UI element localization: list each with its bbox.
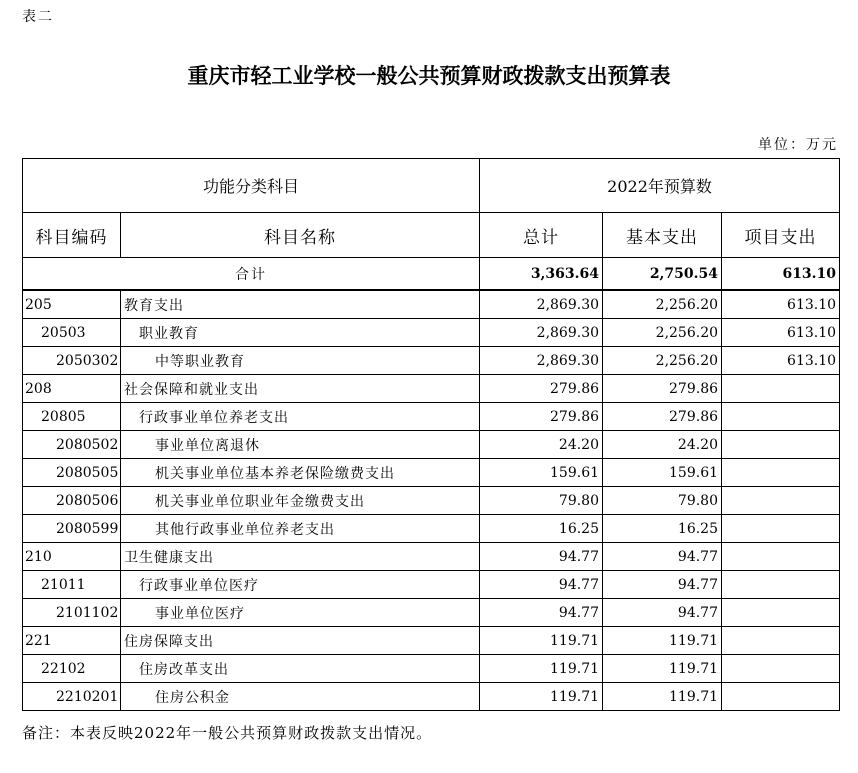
row-name: 事业单位医疗 (121, 599, 480, 627)
row-basic: 2,256.20 (603, 290, 722, 319)
table-row (23, 290, 840, 319)
page-title: 重庆市轻工业学校一般公共预算财政拨款支出预算表 (187, 63, 671, 88)
header-category: 功能分类科目 (23, 159, 480, 213)
row-basic: 24.20 (603, 431, 722, 459)
row-project (722, 515, 840, 543)
row-total: 159.61 (480, 459, 603, 487)
row-basic: 2,256.20 (603, 347, 722, 375)
table-row (23, 599, 840, 627)
table-row (23, 403, 840, 431)
table-row (23, 459, 840, 487)
row-total: 24.20 (480, 431, 603, 459)
total-total: 3,363.64 (480, 258, 603, 291)
header-row-columns (23, 213, 840, 258)
total-row (23, 258, 840, 291)
row-total: 119.71 (480, 627, 603, 655)
budget-table-body (23, 159, 840, 711)
row-name: 社会保障和就业支出 (121, 375, 480, 403)
header-basic: 基本支出 (603, 213, 722, 258)
row-project: 613.10 (722, 347, 840, 375)
row-code: 22102 (23, 655, 121, 683)
row-basic: 119.71 (603, 655, 722, 683)
row-code: 20805 (23, 403, 121, 431)
row-project: 613.10 (722, 290, 840, 319)
row-project (722, 459, 840, 487)
row-basic: 119.71 (603, 683, 722, 711)
row-code: 21011 (23, 571, 121, 599)
total-project: 613.10 (722, 258, 840, 291)
row-code: 2101102 (23, 599, 121, 627)
row-code: 205 (23, 290, 121, 319)
budget-table (22, 158, 840, 711)
row-basic: 2,256.20 (603, 319, 722, 347)
row-name: 职业教育 (121, 319, 480, 347)
row-name: 住房公积金 (121, 683, 480, 711)
row-total: 2,869.30 (480, 347, 603, 375)
row-project (722, 655, 840, 683)
row-total: 94.77 (480, 599, 603, 627)
table-row (23, 655, 840, 683)
header-code: 科目编码 (23, 213, 121, 258)
row-total: 119.71 (480, 683, 603, 711)
row-basic: 119.71 (603, 627, 722, 655)
unit-label: 单位：万元 (758, 137, 838, 153)
row-basic: 94.77 (603, 571, 722, 599)
row-name: 住房改革支出 (121, 655, 480, 683)
row-project (722, 487, 840, 515)
row-code: 221 (23, 627, 121, 655)
row-total: 2,869.30 (480, 319, 603, 347)
row-name: 行政事业单位医疗 (121, 571, 480, 599)
row-basic: 279.86 (603, 375, 722, 403)
table-row (23, 571, 840, 599)
total-label: 合计 (23, 258, 480, 291)
row-basic: 94.77 (603, 543, 722, 571)
row-project (722, 375, 840, 403)
row-total: 94.77 (480, 571, 603, 599)
header-budget-year: 2022年预算数 (480, 159, 840, 213)
row-project (722, 599, 840, 627)
row-name: 卫生健康支出 (121, 543, 480, 571)
row-total: 119.71 (480, 655, 603, 683)
table-row (23, 431, 840, 459)
table-number-label: 表二 (22, 9, 54, 25)
row-basic: 79.80 (603, 487, 722, 515)
row-total: 79.80 (480, 487, 603, 515)
row-code: 20503 (23, 319, 121, 347)
table-row (23, 683, 840, 711)
table-row (23, 319, 840, 347)
header-total: 总计 (480, 213, 603, 258)
row-code: 2080505 (23, 459, 121, 487)
row-code: 2210201 (23, 683, 121, 711)
row-code: 210 (23, 543, 121, 571)
row-name: 事业单位离退休 (121, 431, 480, 459)
table-row (23, 543, 840, 571)
row-code: 2080502 (23, 431, 121, 459)
row-total: 2,869.30 (480, 290, 603, 319)
row-code: 2080599 (23, 515, 121, 543)
row-total: 279.86 (480, 403, 603, 431)
row-name: 其他行政事业单位养老支出 (121, 515, 480, 543)
row-basic: 279.86 (603, 403, 722, 431)
row-code: 208 (23, 375, 121, 403)
row-name: 行政事业单位养老支出 (121, 403, 480, 431)
table-row (23, 347, 840, 375)
header-name: 科目名称 (121, 213, 480, 258)
row-name: 住房保障支出 (121, 627, 480, 655)
total-basic: 2,750.54 (603, 258, 722, 291)
row-code: 2050302 (23, 347, 121, 375)
row-basic: 94.77 (603, 599, 722, 627)
table-row (23, 375, 840, 403)
table-row (23, 627, 840, 655)
row-total: 16.25 (480, 515, 603, 543)
row-basic: 16.25 (603, 515, 722, 543)
row-code: 2080506 (23, 487, 121, 515)
row-project (722, 571, 840, 599)
row-name: 中等职业教育 (121, 347, 480, 375)
row-total: 279.86 (480, 375, 603, 403)
row-project (722, 403, 840, 431)
row-project: 613.10 (722, 319, 840, 347)
row-total: 94.77 (480, 543, 603, 571)
row-project (722, 683, 840, 711)
row-project (722, 543, 840, 571)
header-row-category (23, 159, 840, 213)
table-row (23, 515, 840, 543)
footnote: 备注：本表反映2022年一般公共预算财政拨款支出情况。 (22, 724, 433, 742)
row-project (722, 431, 840, 459)
row-name: 机关事业单位基本养老保险缴费支出 (121, 459, 480, 487)
table-row (23, 487, 840, 515)
header-project: 项目支出 (722, 213, 840, 258)
row-name: 机关事业单位职业年金缴费支出 (121, 487, 480, 515)
row-basic: 159.61 (603, 459, 722, 487)
row-project (722, 627, 840, 655)
row-name: 教育支出 (121, 290, 480, 319)
